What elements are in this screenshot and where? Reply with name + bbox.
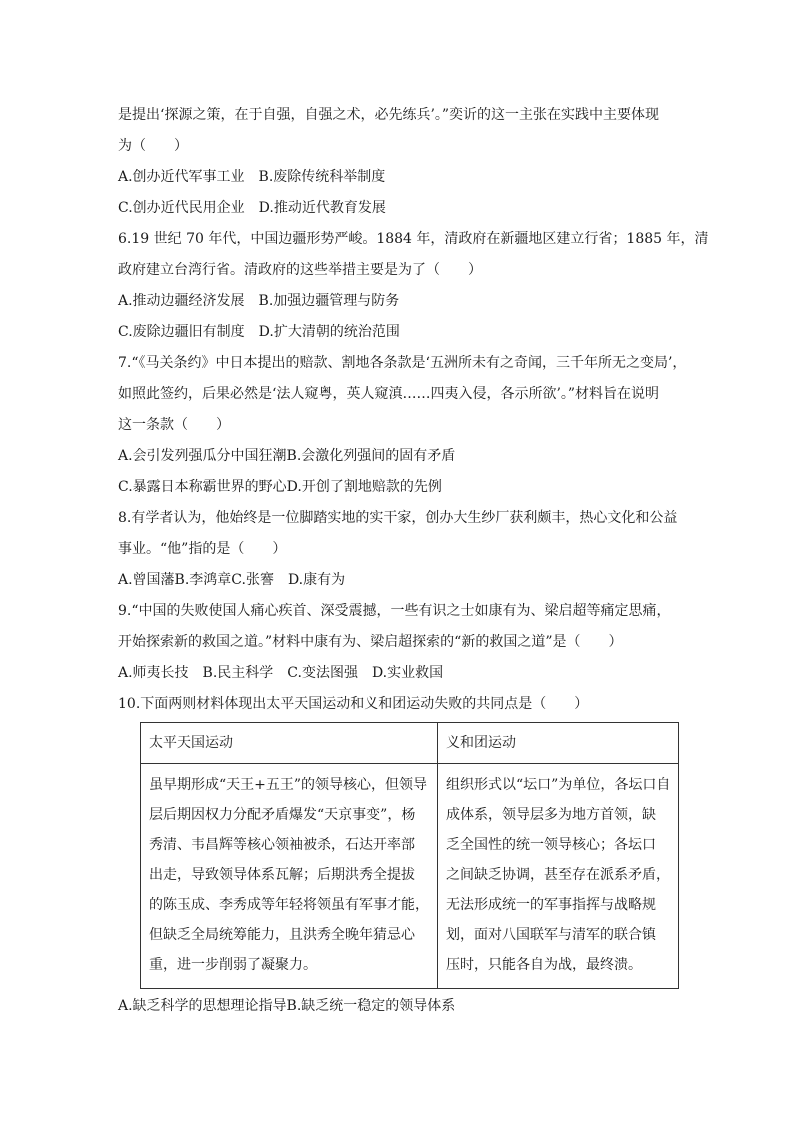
q9-options: A.师夷长技 B.民主科学 C.变法图强 D.实业救国 [118, 665, 444, 681]
q8-stem-line-1: 8.有学者认为，他始终是一位脚踏实地的实干家，创办大生纱厂获利颇丰，热心文化和公益 [118, 510, 678, 526]
q7-options-cd: C.暴露日本称霸世界的野心D.开创了割地赔款的先例 [118, 479, 442, 495]
table-cell-line: 压时，只能各自为战，最终溃。 [446, 957, 642, 973]
table-row [141, 764, 679, 989]
q6-options-cd: C.废除边疆旧有制度 D.扩大清朝的统治范围 [118, 324, 400, 340]
table-cell-taiping [141, 764, 438, 989]
q8-stem-line-2: 事业。“他”指的是（ ） [118, 541, 287, 557]
q10-stem: 10.下面两则材料体现出太平天国运动和义和团运动失败的共同点是（ ） [118, 696, 589, 712]
q7-stem-line-1: 7.“《马关条约》中日本提出的赔款、割地各条款是‘五洲所未有之奇闻，三千年所无之变局’， [118, 355, 687, 371]
table-cell-line: 乏全国性的统一领导核心；各坛口 [446, 837, 656, 853]
table-cell-line: 层后期因权力分配矛盾爆发“天京事变”，杨 [149, 807, 416, 823]
table-cell-line: 但缺乏全局统筹能力，且洪秀全晚年猜忌心 [149, 927, 415, 943]
table-cell-line: 成体系，领导层多为地方首领，缺 [446, 807, 656, 823]
table-cell-boxer [438, 764, 679, 989]
table-header-taiping: 太平天国运动 [141, 723, 438, 764]
table-cell-line: 重，进一步削弱了凝聚力。 [149, 957, 317, 973]
table-cell-line: 的陈玉成、李秀成等年轻将领虽有军事才能， [149, 897, 429, 913]
table-cell-line: 划，面对八国联军与清军的联合镇 [446, 927, 656, 943]
q7-stem-line-3: 这一条款（ ） [118, 417, 230, 433]
q7-options-ab: A.会引发列强瓜分中国狂潮B.会激化列强间的固有矛盾 [118, 448, 456, 464]
q9-stem-line-1: 9.“中国的失败使国人痛心疾首、深受震撼，一些有识之士如康有为、梁启超等痛定思痛， [118, 603, 671, 619]
table-cell-line: 组织形式以“坛口”为单位，各坛口自 [446, 777, 671, 793]
table-cell-line: 出走，导致领导体系瓦解；后期洪秀全提拔 [149, 867, 415, 883]
table-header-boxer: 义和团运动 [438, 723, 679, 764]
q6-stem-line-1: 6.19 世纪 70 年代，中国边疆形势严峻。1884 年，清政府在新疆地区建立行省；1885 年，清 [118, 231, 709, 247]
table-cell-line: 秀清、韦昌辉等核心领袖被杀，石达开率部 [149, 837, 415, 853]
table-cell-line: 虽早期形成“天王+五王”的领导核心，但领导 [149, 777, 428, 793]
q5-stem-line-2: 为（ ） [118, 138, 188, 154]
table-header-row [141, 723, 679, 764]
q10-options-ab: A.缺乏科学的思想理论指导B.缺乏统一稳定的领导体系 [118, 998, 456, 1014]
q6-stem-line-2: 政府建立台湾行省。清政府的这些举措主要是为了（ ） [118, 262, 482, 278]
q5-options-cd: C.创办近代民用企业 D.推动近代教育发展 [118, 200, 386, 216]
question-content [118, 100, 709, 1022]
table-cell-line: 无法形成统一的军事指挥与战略规 [446, 897, 656, 913]
q5-options-ab: A.创办近代军事工业 B.废除传统科举制度 [118, 169, 386, 185]
q9-stem-line-2: 开始探索新的救国之道。”材料中康有为、梁启超探索的“新的救国之道”是（ ） [118, 634, 623, 650]
q5-stem-line-1: 是提出‘探源之策，在于自强，自强之术，必先练兵’。”奕䜣的这一主张在实践中主要体现 [118, 107, 660, 123]
q7-stem-line-2: 如照此签约，后果必然是‘法人窥粤，英人窥滇……四夷入侵，各示所欲’。”材料旨在说明 [118, 386, 660, 402]
q8-options: A.曾国藩B.李鸿章C.张謇 D.康有为 [118, 572, 346, 588]
q6-options-ab: A.推动边疆经济发展 B.加强边疆管理与防务 [118, 293, 400, 309]
comparison-table [140, 722, 679, 989]
table-cell-line: 之间缺乏协调，甚至存在派系矛盾， [446, 867, 670, 883]
